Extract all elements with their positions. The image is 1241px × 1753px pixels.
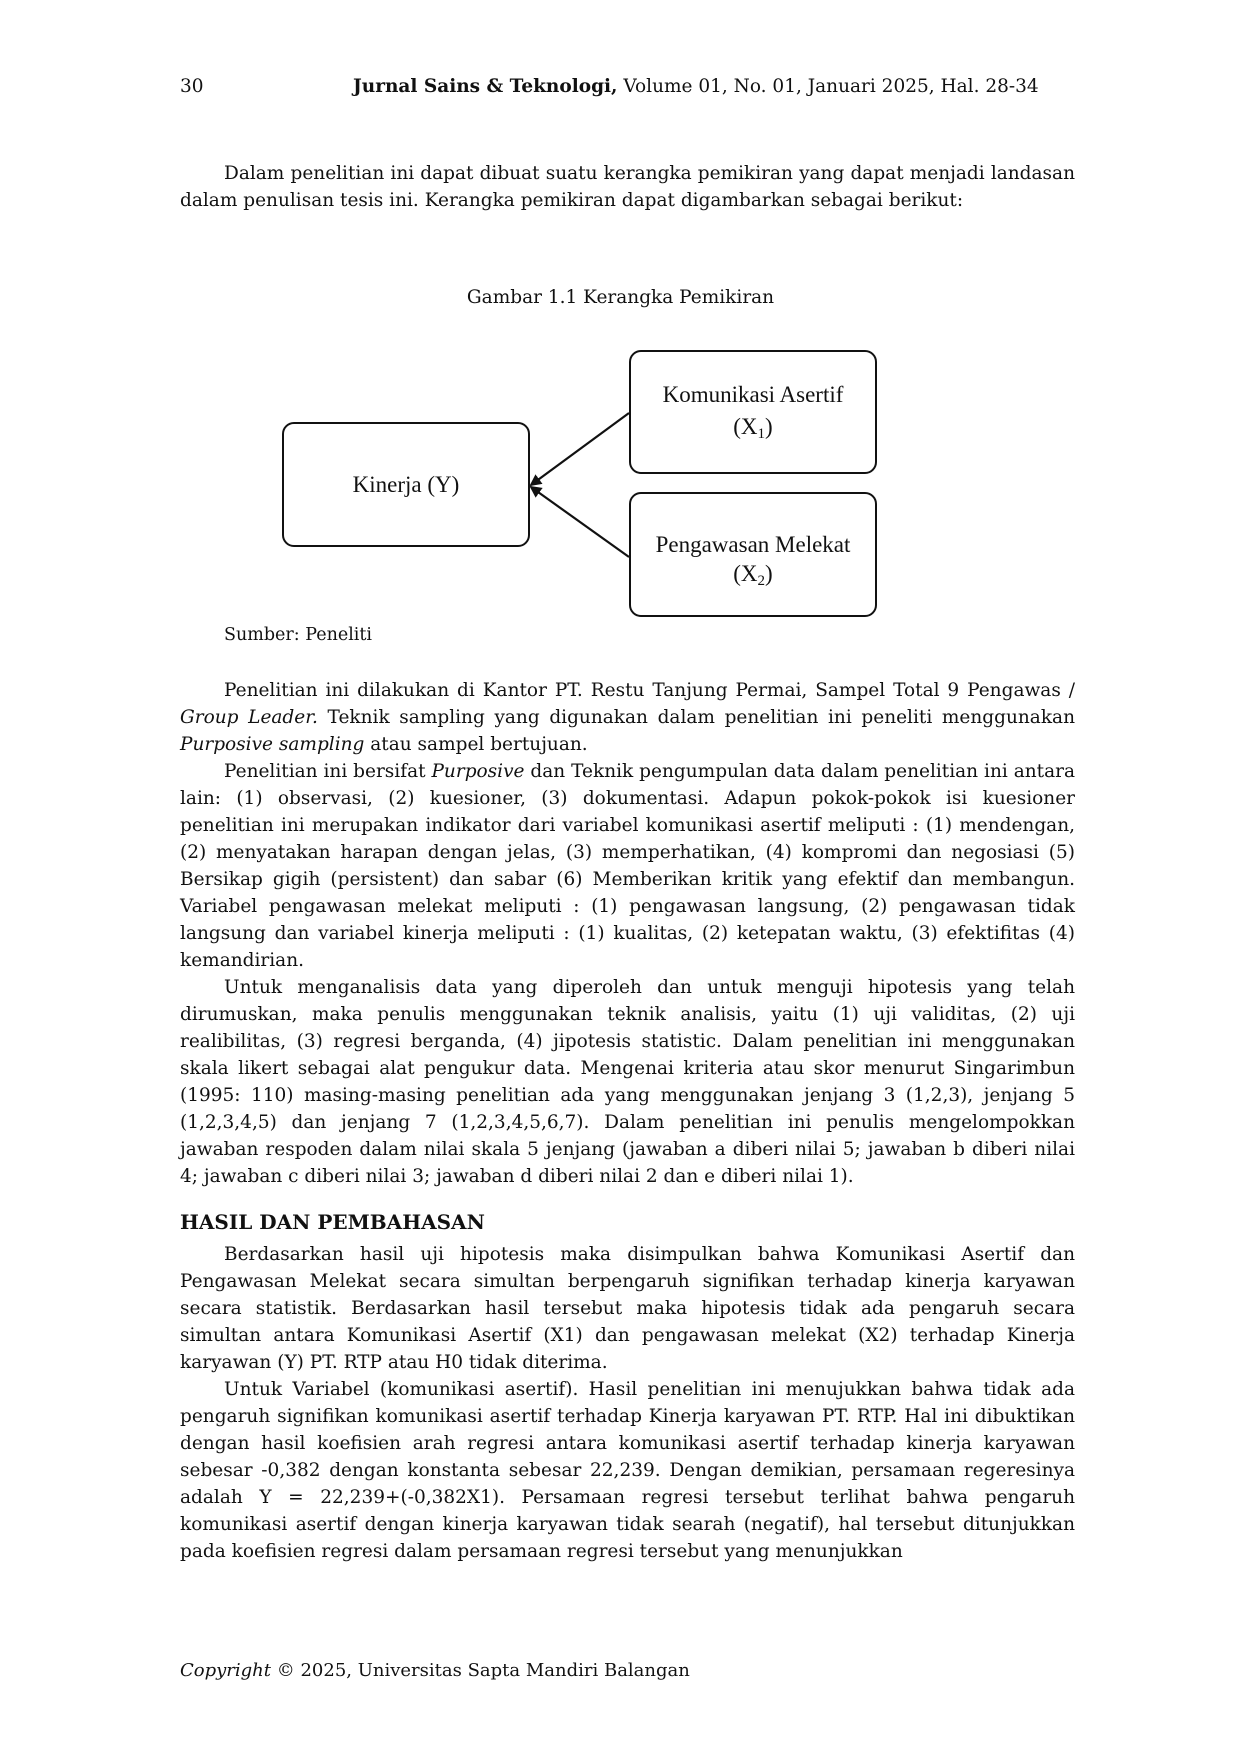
results-section (180, 1241, 1075, 1565)
figure-caption: Gambar 1.1 Kerangka Pemikiran (466, 287, 775, 308)
arrow-x1-to-y (531, 413, 629, 485)
pengawasan-melekat-label: Pengawasan Melekat (655, 532, 851, 557)
x2-symbol: $(X_2)$ (733, 561, 773, 589)
method-section (180, 677, 1075, 1190)
intro-section (180, 160, 1075, 214)
komunikasi-asertif-box (629, 350, 877, 474)
pengawasan-melekat-box (629, 492, 877, 617)
kinerja-label: Kinerja (Y) (352, 472, 460, 497)
journal-name: Jurnal Sains & Teknologi, (353, 76, 618, 97)
figure-source: Sumber: Peneliti (224, 625, 373, 645)
page-number: 30 (180, 76, 204, 97)
results-paragraph-2: Untuk Variabel (komunikasi asertif). Hasil penelitian ini menujukkan bahwa tidak ada pengaruh signifikan komunikasi asertif terhadap Kinerja karyawan PT. RTP. Hal ini dibuktikan dengan hasil koefisien arah regresi antara komunikasi asertif terhadap kinerja karyawan sebesar -0,382 dengan konstanta sebesar 22,239. Dengan demikian, persamaan regeresinya adalah Y = 22,239+(-0,382X1). Persamaan regresi tersebut terlihat bahwa pengaruh komunikasi asertif dengan kinerja karyawan tidak searah (negatif), hal tersebut ditunjukkan pada koefisien regresi dalam persamaan regresi tersebut yang menunjukkan (180, 1379, 1075, 1562)
komunikasi-asertif-label: Komunikasi Asertif (662, 382, 844, 407)
issue-info: Volume 01, No. 01, Januari 2025, Hal. 28-34 (617, 76, 1039, 97)
page-header (180, 76, 1060, 106)
kinerja-box (282, 422, 530, 547)
copyright-word: Copyright (180, 1660, 272, 1681)
method-paragraph-3: Untuk menganalisis data yang diperoleh dan untuk menguji hipotesis yang telah dirumuskan, maka penulis menggunakan teknik analisis, yaitu (1) uji validitas, (2) uji realibilitas, (3) regresi berganda, (4) jipotesis statistic. Dalam penelitian ini menggunakan skala likert sebagai alat pengukur data. Mengenai kriteria atau skor menurut Singarimbun (1995: 110) masing-masing penelitian ada yang menggunakan jenjang 3 (1,2,3), jenjang 5 (1,2,3,4,5) dan jenjang 7 (1,2,3,4,5,6,7). Dalam penelitian ini penulis mengelompokkan jawaban respoden dalam nilai skala 5 jenjang (jawaban a diberi nilai 5; jawaban b diberi nilai 4; jawaban c diberi nilai 3; jawaban d diberi nilai 2 dan e diberi nilai 1). (180, 977, 1075, 1187)
results-heading: HASIL DAN PEMBAHASAN (180, 1210, 485, 1234)
method-paragraph-2: Penelitian ini bersifat Purposive dan Teknik pengumpulan data dalam penelitian ini antara lain: (1) observasi, (2) kuesioner, (3) dokumentasi. Adapun pokok-pokok isi kuesioner penelitian ini merupakan indikator dari variabel komunikasi asertif meliputi : (1) mendengan, (2) menyatakan harapan dengan jelas, (3) memperhatikan, (4) kompromi dan negosiasi (5) Bersikap gigih (persistent) dan sabar (6) Memberikan kritik yang efektif dan membangun. Variabel pengawasan melekat meliputi : (1) pengawasan langsung, (2) pengawasan tidak langsung dan variabel kinerja meliputi : (1) kualitas, (2) ketepatan waktu, (3) efektifitas (4) kemandirian. (180, 761, 1075, 971)
running-header (353, 76, 1039, 97)
copyright-text: © 2025, Universitas Sapta Mandiri Balangan (271, 1660, 690, 1681)
results-paragraph-1: Berdasarkan hasil uji hipotesis maka disimpulkan bahwa Komunikasi Asertif dan Pengawasan Melekat secara simultan berpengaruh signifikan terhadap kinerja karyawan secara statistik. Berdasarkan hasil tersebut maka hipotesis tidak ada pengaruh secara simultan antara Komunikasi Asertif (X1) dan pengawasan melekat (X2) terhadap Kinerja karyawan (Y) PT. RTP atau H0 tidak diterima. (180, 1244, 1075, 1373)
page-footer (180, 1660, 690, 1681)
arrow-x2-to-y (531, 487, 629, 557)
intro-paragraph: Dalam penelitian ini dapat dibuat suatu kerangka pemikiran yang dapat menjadi landasan dalam penulisan tesis ini. Kerangka pemikiran dapat digambarkan sebagai berikut: (180, 163, 1075, 211)
method-paragraph-1: Penelitian ini dilakukan di Kantor PT. Restu Tanjung Permai, Sampel Total 9 Pengawas / Group Leader. Teknik sampling yang digunakan dalam penelitian ini peneliti menggunakan Purposive sampling atau sampel bertujuan. (180, 680, 1075, 755)
x1-symbol: $(X_1)$ (733, 414, 773, 442)
